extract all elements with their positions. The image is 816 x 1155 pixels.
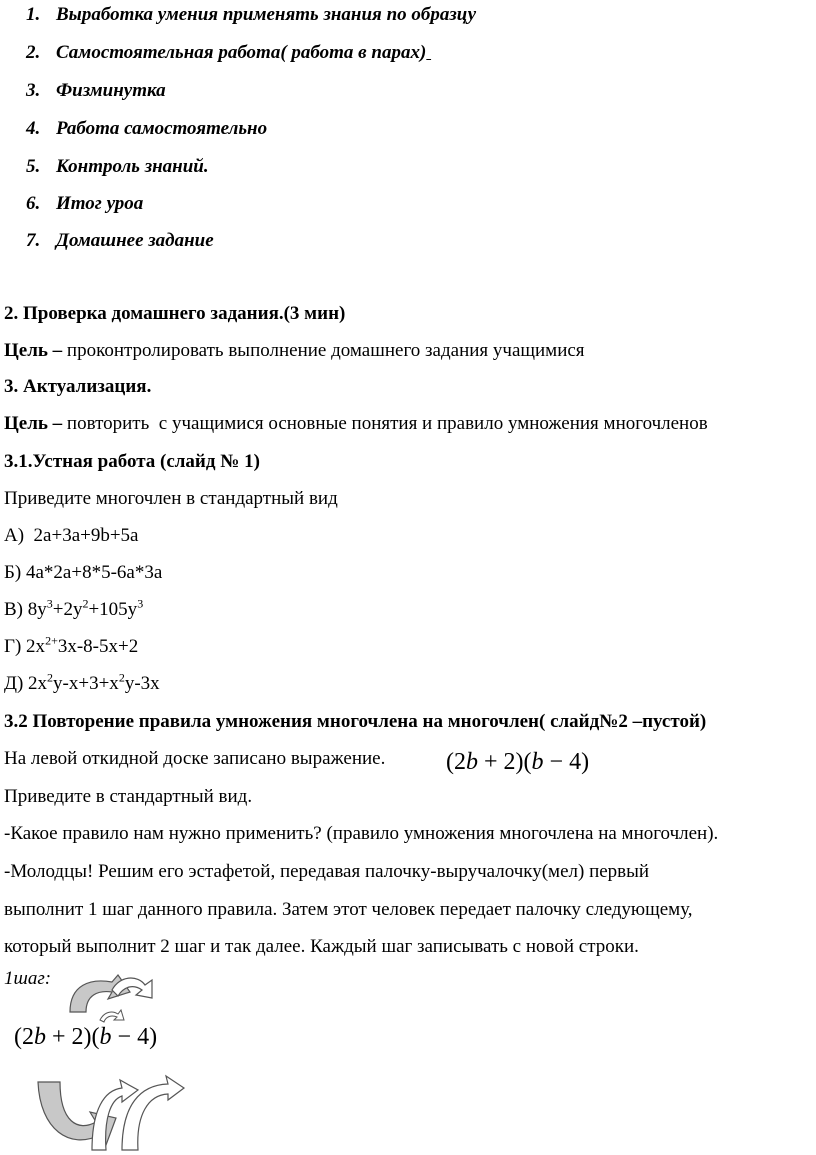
section32-line6: который выполнит 2 шаг и так далее. Каждый шаг записывать с новой строки. bbox=[4, 936, 639, 957]
formula-var: b bbox=[99, 1024, 112, 1050]
plan-item-number: 5. bbox=[26, 156, 41, 177]
expr-part: y-3х bbox=[124, 673, 160, 694]
exponent: 2 bbox=[82, 596, 89, 611]
formula-var: b bbox=[531, 749, 544, 775]
plan-item-text: Самостоятельная работа( работа в парах) bbox=[56, 42, 427, 63]
goal-text: проконтролировать выполнение домашнего задания учащимися bbox=[62, 340, 585, 361]
exponent: 2 bbox=[47, 670, 54, 685]
section32-line4: -Молодцы! Решим его эстафетой, передавая палочку-выручалочку(мел) первый bbox=[4, 861, 650, 882]
formula-part: (2 bbox=[446, 749, 466, 775]
section32-line5: выполнит 1 шаг данного правила. Затем этот человек передает палочку следующему, bbox=[4, 899, 693, 920]
expr-part: +2y bbox=[52, 599, 83, 620]
plan-item-number: 6. bbox=[26, 193, 41, 214]
expr-part: Г) 2х bbox=[4, 636, 46, 657]
exponent: 2+ bbox=[45, 633, 58, 648]
expr-part: 3х-8-5х+2 bbox=[57, 636, 139, 657]
exponent: 3 bbox=[46, 596, 53, 611]
plan-item-text: Выработка умения применять знания по образцу bbox=[56, 4, 477, 25]
section2-heading: 2. Проверка домашнего задания.(3 мин) bbox=[4, 303, 346, 324]
small-arrow-icon bbox=[100, 1010, 124, 1022]
section32-heading: 3.2 Повторение правила умножения многочлена на многочлен( слайд№2 –пустой) bbox=[4, 711, 707, 732]
goal-text: повторить с учащимися основные понятия и правило умножения многочленов bbox=[62, 413, 708, 434]
plan-item-text: Домашнее задание bbox=[56, 230, 214, 251]
plan-item-number: 3. bbox=[26, 80, 41, 101]
formula-part: + 2)( bbox=[478, 749, 532, 775]
plan-item-number: 2. bbox=[26, 42, 41, 63]
plan-item-number: 7. bbox=[26, 230, 41, 251]
plan-item-text: Работа самостоятельно bbox=[56, 118, 268, 139]
section32-line2: Приведите в стандартный вид. bbox=[4, 786, 253, 807]
section31-heading: 3.1.Устная работа (слайд № 1) bbox=[4, 451, 260, 472]
exercise-b: Б) 4а*2а+8*5-6а*3а bbox=[4, 562, 163, 583]
step-label: 1шаг: bbox=[4, 968, 52, 989]
plan-item-text: Физминутка bbox=[56, 80, 166, 101]
goal-label: Цель – bbox=[4, 413, 63, 434]
formula-var: b bbox=[34, 1024, 46, 1050]
formula-part: (2 bbox=[14, 1024, 34, 1050]
plan-item-text: Итог уроа bbox=[56, 193, 144, 214]
section31-prompt: Приведите многочлен в стандартный вид bbox=[4, 488, 338, 509]
plan-item-text: Контроль знаний. bbox=[56, 156, 209, 177]
plan-item-number: 4. bbox=[26, 118, 41, 139]
formula-part: − 4) bbox=[111, 1024, 158, 1050]
exercise-a: А) 2а+3а+9b+5а bbox=[4, 525, 139, 546]
expr-part: В) 8y bbox=[4, 599, 47, 620]
expr-part: Д) 2х bbox=[4, 673, 48, 694]
formula-step1 bbox=[14, 1024, 157, 1051]
goal-label: Цель – bbox=[4, 340, 63, 361]
expr-part: y-х+3+х bbox=[53, 673, 119, 694]
formula-part: − 4) bbox=[543, 749, 590, 775]
section32-board-text: На левой откидной доске записано выражение. bbox=[4, 748, 386, 769]
exponent: 2 bbox=[118, 670, 125, 685]
section32-line3: -Какое правило нам нужно применить? (правило умножения многочлена на многочлен). bbox=[4, 823, 719, 844]
formula-var: b bbox=[466, 749, 478, 775]
formula-part: + 2)( bbox=[46, 1024, 100, 1050]
expr-part: +105y bbox=[88, 599, 138, 620]
section3-heading: 3. Актуализация. bbox=[4, 376, 152, 397]
plan-item-number: 1. bbox=[26, 4, 41, 25]
exponent: 3 bbox=[137, 596, 144, 611]
